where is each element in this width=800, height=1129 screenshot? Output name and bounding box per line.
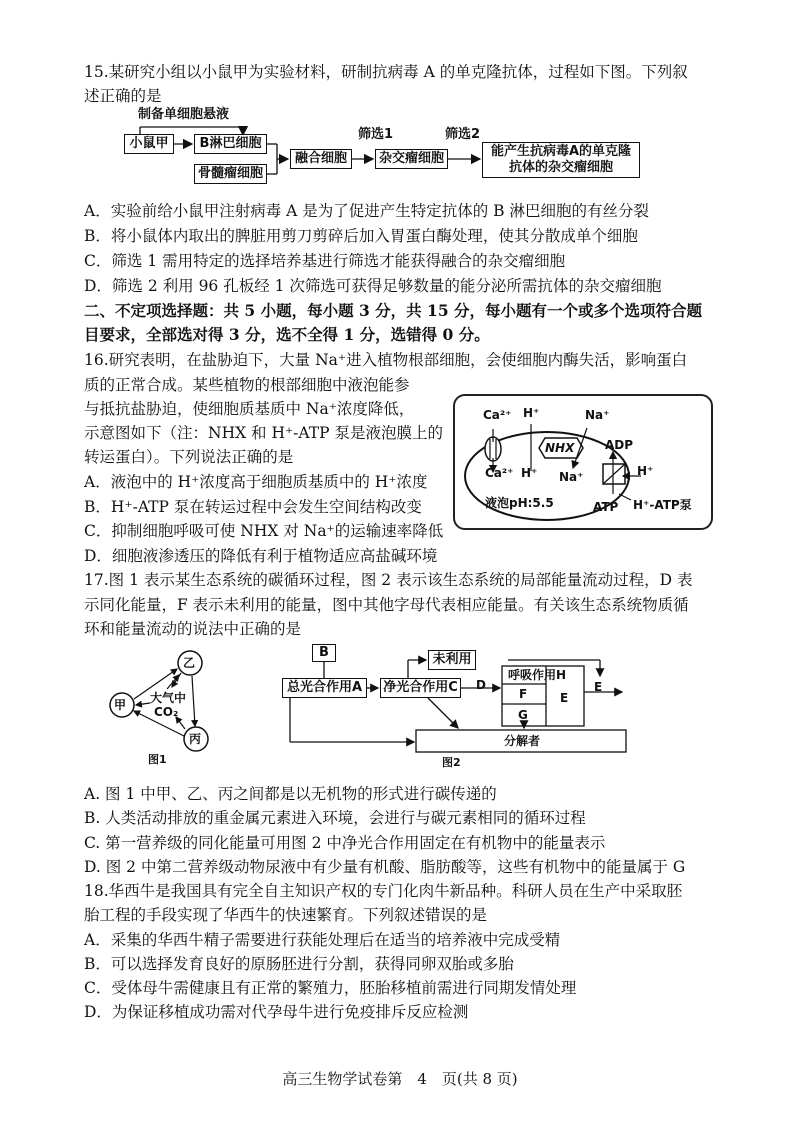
h-atp-pump-icon [603,464,625,484]
q16-label-na-mid: Na⁺ [559,470,584,484]
q16-label-h-right: H⁺ [637,464,654,478]
q16-label-ca-top: Ca²⁺ [483,408,512,422]
q15-box-myeloma: 骨髓瘤细胞 [194,164,267,184]
q16-stem-line1: 16.研究表明，在盐胁迫下，大量 Na⁺进入植物根部细胞，会使细胞内酶失活，影响蛋白 [84,351,688,369]
q16-stem-line3: 与抵抗盐胁迫，使细胞质基质中 Na⁺浓度降低， [84,400,415,418]
q17-stem-line1: 17.图 1 表示某生态系统的碳循环过程，图 2 表示该生态系统的局部能量流动过程，D 表 [84,571,693,589]
q17-fig2-label-decomposer: 分解者 [504,734,541,748]
q16-label-pump: H⁺-ATP泵 [633,498,692,512]
q16-label-nhx: NHX [545,441,575,455]
q16-option-d: D．细胞液渗透压的降低有利于植物适应高盐碱环境 [84,547,438,565]
q17-option-a: A. 图 1 中甲、乙、丙之间都是以无机物的形式进行碳传递的 [84,785,497,803]
q15-flow-diagram [120,106,680,188]
q17-fig2-label-resp: 呼吸作用H [508,668,567,682]
q16-label-atp: ATP [593,500,619,514]
q17-fig2-label-f: F [519,687,528,701]
q17-option-c: C. 第一营养级的同化能量可用图 2 中净光合作用固定在有机物中的能量表示 [84,834,606,852]
page-footer: 高三生物学试卷第 4 页(共 8 页) [282,1070,518,1088]
q17-fig2-box-net: 净光合作用C [380,678,461,698]
q16-label-ca-bottom: Ca²⁺ [485,466,514,480]
q16-label-vacuole-ph: 液泡pH:5.5 [485,496,554,510]
q17-fig2-label-g: G [518,708,528,722]
section2-header-line2: 目要求，全部选对得 3 分，选不全得 1 分，选错得 0 分。 [84,325,490,344]
q17-fig2-box-gross: 总光合作用A [282,678,367,698]
q16-stem-line4: 示意图如下（注：NHX 和 H⁺-ATP 泵是液泡膜上的 [84,424,443,442]
q17-option-d: D. 图 2 中第二营养级动物尿液中有少量有机酸、脂肪酸等，这些有机物中的能量属于 G [84,858,686,876]
q16-option-c: C．抑制细胞呼吸可使 NHX 对 Na⁺的运输速率降低 [84,522,444,540]
q17-fig2-box-unused: 未利用 [428,650,476,670]
q18-stem-line1: 18.华西牛是我国具有完全自主知识产权的专门化肉牛新品种。科研人员在生产中采取胚 [84,882,683,900]
q16-option-b: B．H⁺-ATP 泵在转运过程中会发生空间结构改变 [84,498,422,516]
q18-option-a: A．采集的华西牛精子需要进行获能处理后在适当的培养液中完成受精 [84,931,561,949]
q17-fig2-caption: 图2 [442,756,461,769]
q17-fig1-yi: 乙 [183,656,196,670]
q15-box-fusion: 融合细胞 [290,149,352,169]
q15-final-line2: 抗体的杂交瘤细胞 [508,160,613,175]
q17-fig2-label-e-box: E [560,691,569,705]
q15-option-c: C．筛选 1 需用特定的选择培养基进行筛选才能获得融合的杂交瘤细胞 [84,252,566,270]
q16-label-h-top: H⁺ [523,406,540,420]
q16-label-adp: ADP [605,438,634,452]
q15-screen2-label: 筛选2 [445,127,481,142]
q17-fig2-label-d: D [476,678,486,692]
q15-box-final [482,142,640,178]
q15-box-hybridoma: 杂交瘤细胞 [375,149,448,169]
q17-stem-line2: 示同化能量，F 表示未利用的能量，图中其他字母代表相应能量。有关该生态系统物质循 [84,596,689,614]
q18-option-d: D．为保证移植成功需对代孕母牛进行免疫排斥反应检测 [84,1003,469,1021]
q15-option-d: D．筛选 2 利用 96 孔板经 1 次筛选可获得足够数量的能分泌所需抗体的杂交瘤细胞 [84,277,662,295]
q15-screen1-label: 筛选1 [358,127,394,142]
q15-option-a: A．实验前给小鼠甲注射病毒 A 是为了促进产生特定抗体的 B 淋巴细胞的有丝分裂 [84,202,649,220]
q15-box-b-cell: B淋巴细胞 [194,134,267,154]
q18-stem-line2: 胎工程的手段实现了华西牛的快速繁育。下列叙述错误的是 [84,906,488,924]
q17-fig2-box-b: B [312,644,336,662]
q15-box-mouse: 小鼠甲 [124,134,174,154]
q17-stem-line3: 环和能量流动的说法中正确的是 [84,620,302,638]
q17-fig2-label-e-arrow: E [594,680,603,694]
q16-stem-line2: 质的正常合成。某些植物的根部细胞中液泡能参 [84,376,410,394]
q15-option-b: B．将小鼠体内取出的脾脏用剪刀剪碎后加入胃蛋白酶处理，使其分散成单个细胞 [84,227,638,245]
q17-fig1-jia: 甲 [114,698,127,712]
q17-figure1 [104,645,236,767]
section2-header-line1: 二、不定项选择题：共 5 小题，每小题 3 分，共 15 分，每小题有一个或多个选项符合题 [84,301,703,320]
q15-final-line1: 能产生抗病毒A的单克隆 [490,144,632,159]
q15-stem-line1: 15.某研究小组以小鼠甲为实验材料，研制抗病毒 A 的单克隆抗体，过程如下图。下列叙 [84,63,688,81]
q17-option-b: B. 人类活动排放的重金属元素进入环境，会进行与碳元素相同的循环过程 [84,809,586,827]
q17-figure2 [278,640,634,770]
q17-fig1-bing: 丙 [189,732,202,746]
q16-stem-line5: 转运蛋白）。下列说法正确的是 [84,448,294,466]
q17-fig1-center2: CO₂ [154,705,179,719]
q15-header-label: 制备单细胞悬液 [138,107,230,122]
q18-option-b: B．可以选择发育良好的原肠胚进行分割，获得同卵双胎或多胎 [84,955,514,973]
q16-label-na-top: Na⁺ [585,408,610,422]
q17-fig1-center1: 大气中 [150,691,187,705]
q18-option-c: C．受体母牛需健康且有正常的繁殖力，胚胎移植前需进行同期发情处理 [84,979,577,997]
q15-stem-line2: 述正确的是 [84,87,162,105]
q16-label-h-mid: H⁺ [521,466,538,480]
q16-option-a: A．液泡中的 H⁺浓度高于细胞质基质中的 H⁺浓度 [84,473,428,491]
q17-fig1-caption: 图1 [148,753,167,766]
q16-vacuole-diagram [453,394,713,530]
